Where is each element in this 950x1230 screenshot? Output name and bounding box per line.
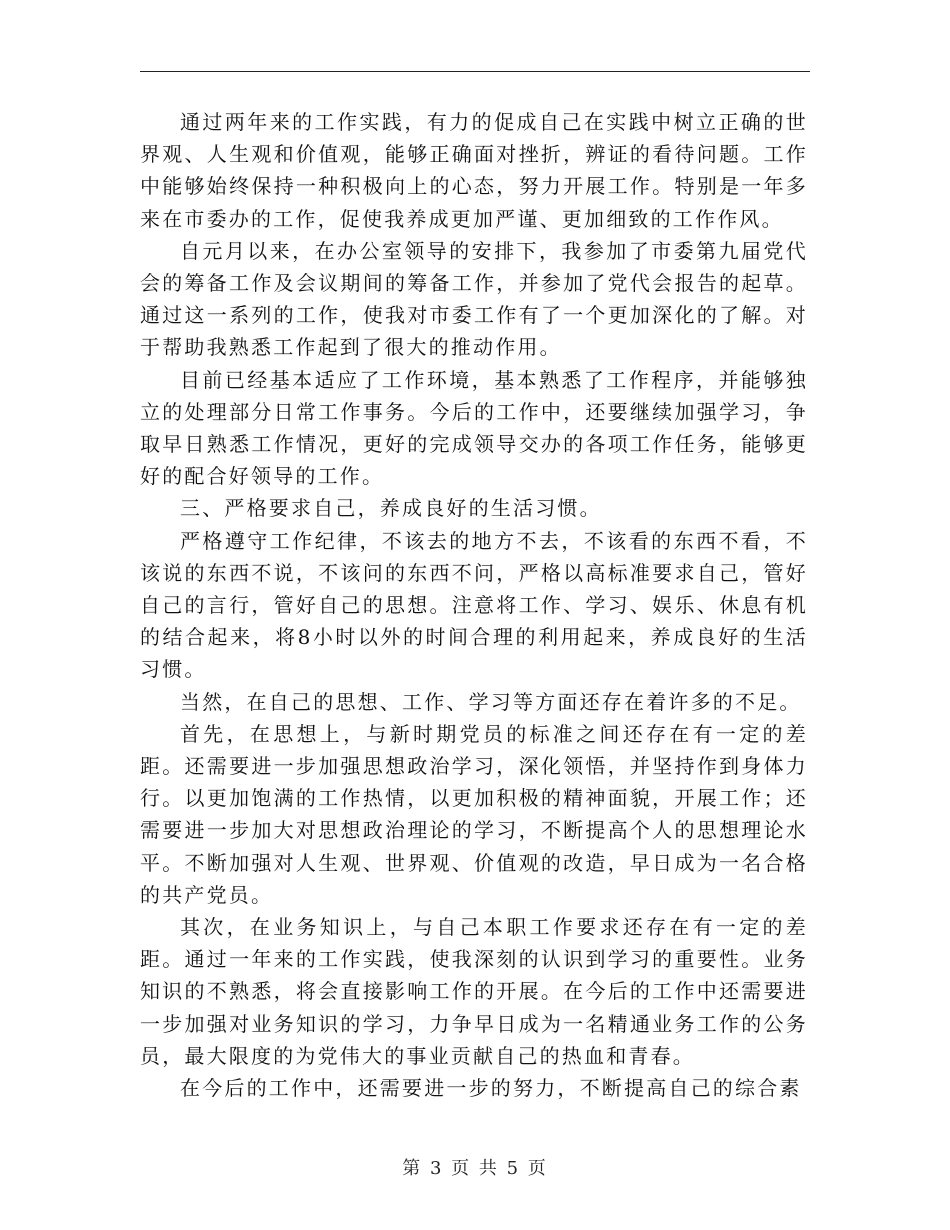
paragraph-5: 严格遵守工作纪律，不该去的地方不去，不该看的东西不看，不该说的东西不说，不该问的东西不问，严格以高标准要求自己，管好自己的言行，管好自己的思想。注意将工作、学习、娱乐、休息有机的结合起来，将8小时以外的时间合理的利用起来，养成良好的生活习惯。 <box>140 528 808 682</box>
paragraph-8: 其次，在业务知识上，与自己本职工作要求还存在有一定的差距。通过一年来的工作实践，使我深刻的认识到学习的重要性。业务知识的不熟悉，将会直接影响工作的开展。在今后的工作中还需要进一步加强对业务知识的学习，力争早日成为一名精通业务工作的公务员，最大限度的为党伟大的事业贡献自己的热血和青春。 <box>140 915 808 1068</box>
page-footer <box>0 1154 950 1180</box>
paragraph-9: 在今后的工作中，还需要进一步的努力，不断提高自己的综合素 <box>180 1076 802 1101</box>
paragraph-1: 通过两年来的工作实践，有力的促成自己在实践中树立正确的世界观、人生观和价值观，能够正确面对挫折，辨证的看待问题。工作中能够始终保持一种积极向上的心态，努力开展工作。特别是一年多来在市委办的工作，促使我养成更加严谨、更加细致的工作作风。 <box>140 110 808 231</box>
paragraph-6: 当然，在自己的思想、工作、学习等方面还存在着许多的不足。 <box>180 689 802 714</box>
paragraph-7: 首先，在思想上，与新时期党员的标准之间还存在有一定的差距。还需要进一步加强思想政治学习，深化领悟，并坚持作到身体力行。以更加饱满的工作热情，以更加积极的精神面貌，开展工作；还需要进一步加大对思想政治理论的学习，不断提高个人的思想理论水平。不断加强对人生观、世界观、价值观的改造，早日成为一名合格的共产党员。 <box>140 721 808 907</box>
paragraph-3: 目前已经基本适应了工作环境，基本熟悉了工作程序，并能够独立的处理部分日常工作事务。今后的工作中，还要继续加强学习，争取早日熟悉工作情况，更好的完成领导交办的各项工作任务，能够更好的配合好领导的工作。 <box>140 367 808 489</box>
page-number: 第 3 页 共 5 页 <box>402 1158 548 1179</box>
document-body <box>140 106 808 1104</box>
paragraph-2: 自元月以来，在办公室领导的安排下，我参加了市委第九届党代会的筹备工作及会议期间的筹备工作，并参加了党代会报告的起草。通过这一系列的工作，使我对市委工作有了一个更加深化的了解。对于帮助我熟悉工作起到了很大的推动作用。 <box>140 238 808 360</box>
section-heading: 三、严格要求自己，养成良好的生活习惯。 <box>180 496 602 521</box>
header-rule <box>140 71 810 72</box>
